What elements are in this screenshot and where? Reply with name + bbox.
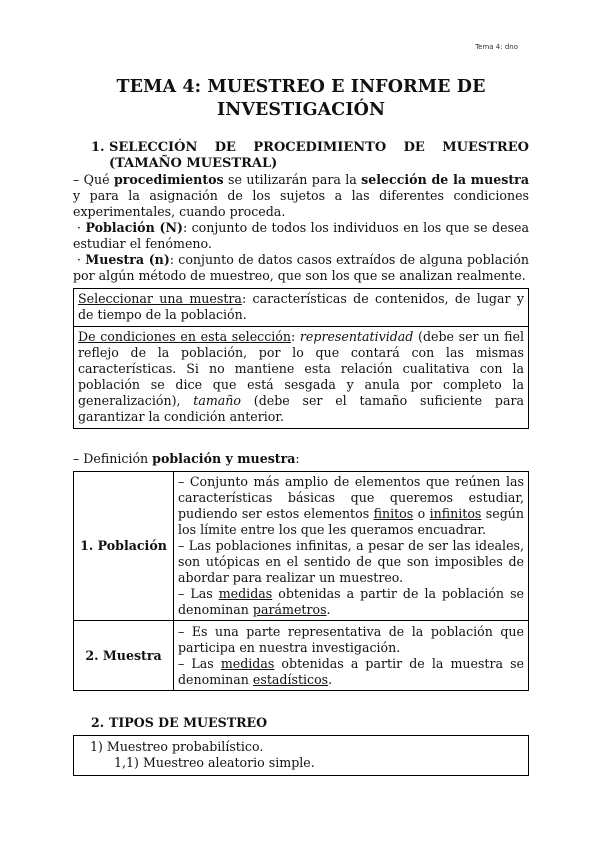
title-line-1: TEMA 4: MUESTREO E INFORME DE [116,77,486,97]
selection-box-item-2: De condiciones en esta selección: representatividad (debe ser un fiel reflejo de la población, por lo que contará con las mismas características. Si no mantiene esta relación cualitativa con la población se dice que está sesgada y anula por completo la generalización), tamaño (debe ser el tamaño suficiente para garantizar la condición anterior. [73,327,529,429]
section-1-heading [73,140,529,172]
definition-heading: – Definición población y muestra: [73,451,300,466]
definition-table [73,471,529,691]
selection-box-item-1: Seleccionar una muestra: características de contenidos, de lugar y de tiempo de la población. [73,288,529,327]
poblacion-definition: · Población (N): conjunto de todos los individuos en los que se desea estudiar el fenómeno. [73,220,529,251]
row-description-poblacion: – Conjunto más amplio de elementos que reúnen las características básicas que queremos estudiar, pudiendo ser estos elementos finitos o infinitos según los límite entre los que les queramos encuadrar. – Las poblaciones infinitas, a pesar de ser las ideales, son utópicas en el sentido de que son imposibles de abordar para realizar un muestreo. – Las medidas obtenidas a partir de la población se denominan parámetros. [174,472,529,621]
muestra-definition: · Muestra (n): conjunto de datos casos extraídos de alguna población por algún método de muestreo, que son los que se analizan realmente. [73,252,529,283]
row-description-muestra: – Es una parte representativa de la población que participa en nuestra investigación. – Las medidas obtenidas a partir de la muestra se denominan estadísticos. [174,621,529,691]
row-label-poblacion: 1. Población [74,472,174,621]
title-line-2: INVESTIGACIÓN [216,100,386,120]
sampling-types-box [73,735,529,776]
page-title [73,76,529,122]
intro-paragraph: – Qué procedimientos se utilizarán para la selección de la muestra y para la asignación de los sujetos a las diferentes condiciones experimentales, cuando proceda. [73,172,529,219]
section-1-number: 1. [91,140,105,155]
section-1-title-line-1: SELECCIÓN DE PROCEDIMIENTO DE MUESTREO [109,140,529,155]
selection-box [73,288,529,429]
row-label-muestra: 2. Muestra [74,621,174,691]
table-row [74,472,529,621]
list-item: 1,1) Muestreo aleatorio simple. [114,755,315,770]
section-2-heading: 2. TIPOS DE MUESTREO [91,715,268,730]
section-1-title-line-2: (TAMAÑO MUESTRAL) [109,156,278,171]
document-body [73,76,529,776]
table-row [74,621,529,691]
list-item: 1) Muestreo probabilístico. [90,739,264,754]
page-header-label: Tema 4: dno [475,43,518,51]
